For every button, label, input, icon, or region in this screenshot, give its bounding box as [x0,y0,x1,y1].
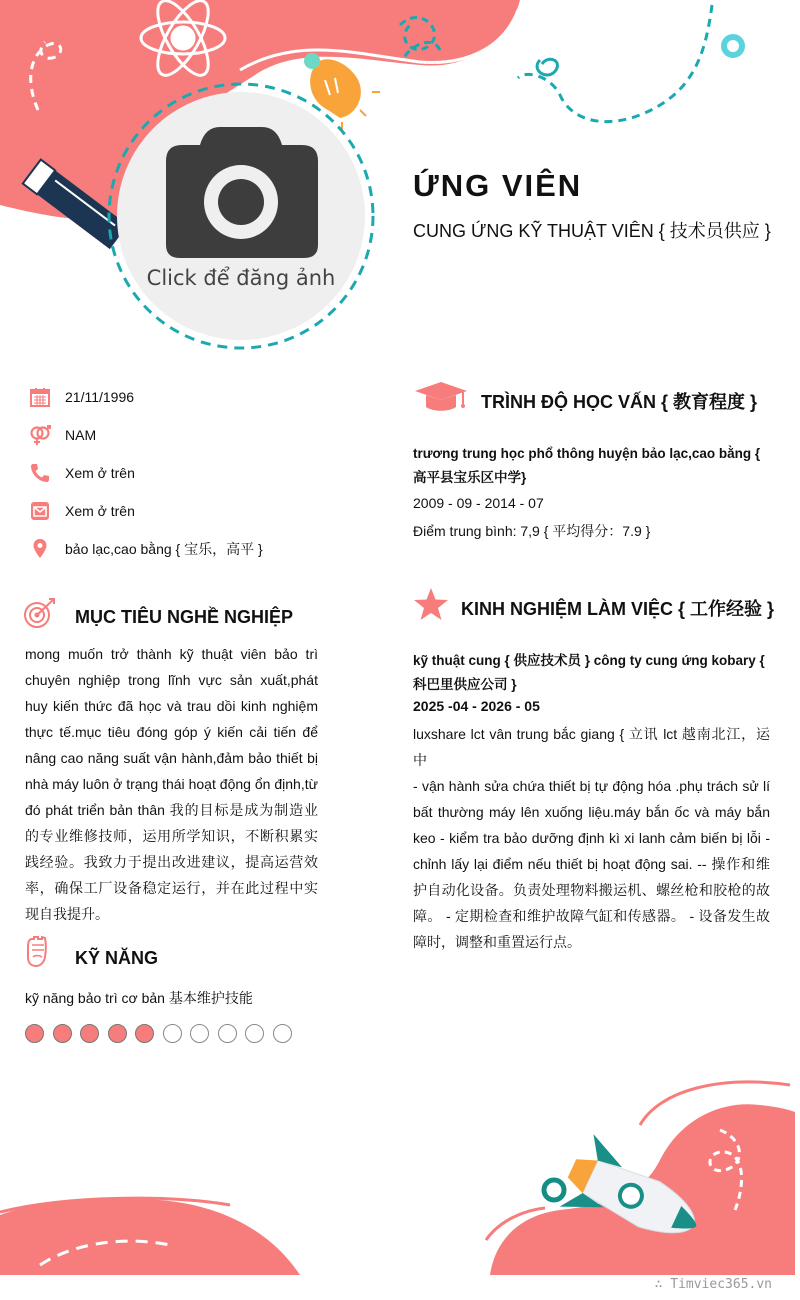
experience-job-title: kỹ thuật cung { 供应技术员 } công ty cung ứng kobary { 科巴里供应公司 } [413,653,765,692]
email-icon [28,499,52,523]
rating-dot-empty [190,1024,209,1043]
rating-dot-empty [245,1024,264,1043]
upload-photo-label[interactable]: Click để đăng ảnh [146,266,336,290]
contact-birthday [28,385,135,409]
birthday-value: 21/11/1996 [65,389,135,405]
gender-icon [28,423,52,447]
rating-dot-empty [163,1024,182,1043]
candidate-name: ỨNG VIÊN [413,168,583,203]
contact-address [28,537,263,561]
skill-rating [25,1024,292,1043]
star-icon [413,587,449,621]
calendar-icon [28,385,52,409]
rating-dot-filled [53,1024,72,1043]
gender-value: NAM [65,427,97,443]
rating-dot-empty [273,1024,292,1043]
phone-value: Xem ở trên [65,465,135,481]
target-icon [22,596,58,630]
rating-dot-filled [80,1024,99,1043]
email-value: Xem ở trên [65,503,135,519]
phone-icon [28,461,52,485]
rating-dot-filled [135,1024,154,1043]
experience-dates: 2025 -04 - 2026 - 05 [413,698,540,714]
experience-description: luxshare lct vân trung bắc giang { 立讯 lct 越南北江，运中 - vận hành sửa chứa thiết bị tự động hóa .phụ trách sử lí bất thường máy lên xuống liệu.máy bắn ốc và máy bắn keo - kiểm tra bảo dưỡng định kì xi lanh cảm biến bị lỗi - chỉnh lấy lại điểm nếu thiết bị hoạt động sai. -- 操作和维护自动化设备。负责处理物料搬运机、螺丝枪和胶枪的故障。 - 定期检查和维护故障气缸和传感器。 - 设备发生故障时，调整和重置运行点。 [413,726,770,950]
education-title: TRÌNH ĐỘ HỌC VẤN { 教育程度 } [481,392,758,412]
rating-dot-empty [218,1024,237,1043]
camera-icon [166,127,318,258]
candidate-position: CUNG ỨNG KỸ THUẬT VIÊN { 技术员供应 } [413,221,771,241]
contact-gender [28,423,97,447]
graduation-cap-icon [413,380,469,414]
rating-dot-filled [108,1024,127,1043]
logo-glyph: ∴ [654,1277,671,1292]
experience-title: KINH NGHIỆM LÀM VIỆC { 工作经验 } [461,599,775,619]
location-pin-icon [28,537,52,561]
contact-email [28,499,135,523]
contact-phone [28,461,135,485]
footer-brand-text: Timviec365.vn [670,1277,772,1292]
education-gpa: Điểm trung bình: 7,9 { 平均得分：7.9 } [413,523,651,539]
footer-brand [655,1277,772,1292]
rating-dot-filled [25,1024,44,1043]
fist-icon [24,935,50,969]
objective-text: mong muốn trở thành kỹ thuật viên bảo trì chuyên nghiệp trong lĩnh vực sản xuất,phát huy kiến thức đã học và trau dồi kinh nghiệm thực tế.mục tiêu đóng góp ý kiến cải tiến để nâng cao năng suất vận hành,đảm bảo thiết bị nhà máy luôn ở trạng thái hoạt động ổn định,từ đó phát triển bản thân 我的目标是成为制造业的专业维修技师，运用所学知识，不断积累实践经验。我致力于提出改进建议，提高运营效率，确保工厂设备稳定运行，并在此过程中实现自我提升。 [25,646,318,922]
skills-title: KỸ NĂNG [75,948,159,968]
objective-title: MỤC TIÊU NGHỀ NGHIỆP [75,607,294,627]
education-dates: 2009 - 09 - 2014 - 07 [413,495,544,511]
skill-name: kỹ năng bảo trì cơ bản 基本维护技能 [25,990,253,1006]
address-value: bảo lạc,cao bằng { 宝乐，高平 } [65,541,263,557]
education-school: trương trung học phổ thông huyện bảo lạc,cao bằng { 高平县宝乐区中学} [413,446,761,485]
